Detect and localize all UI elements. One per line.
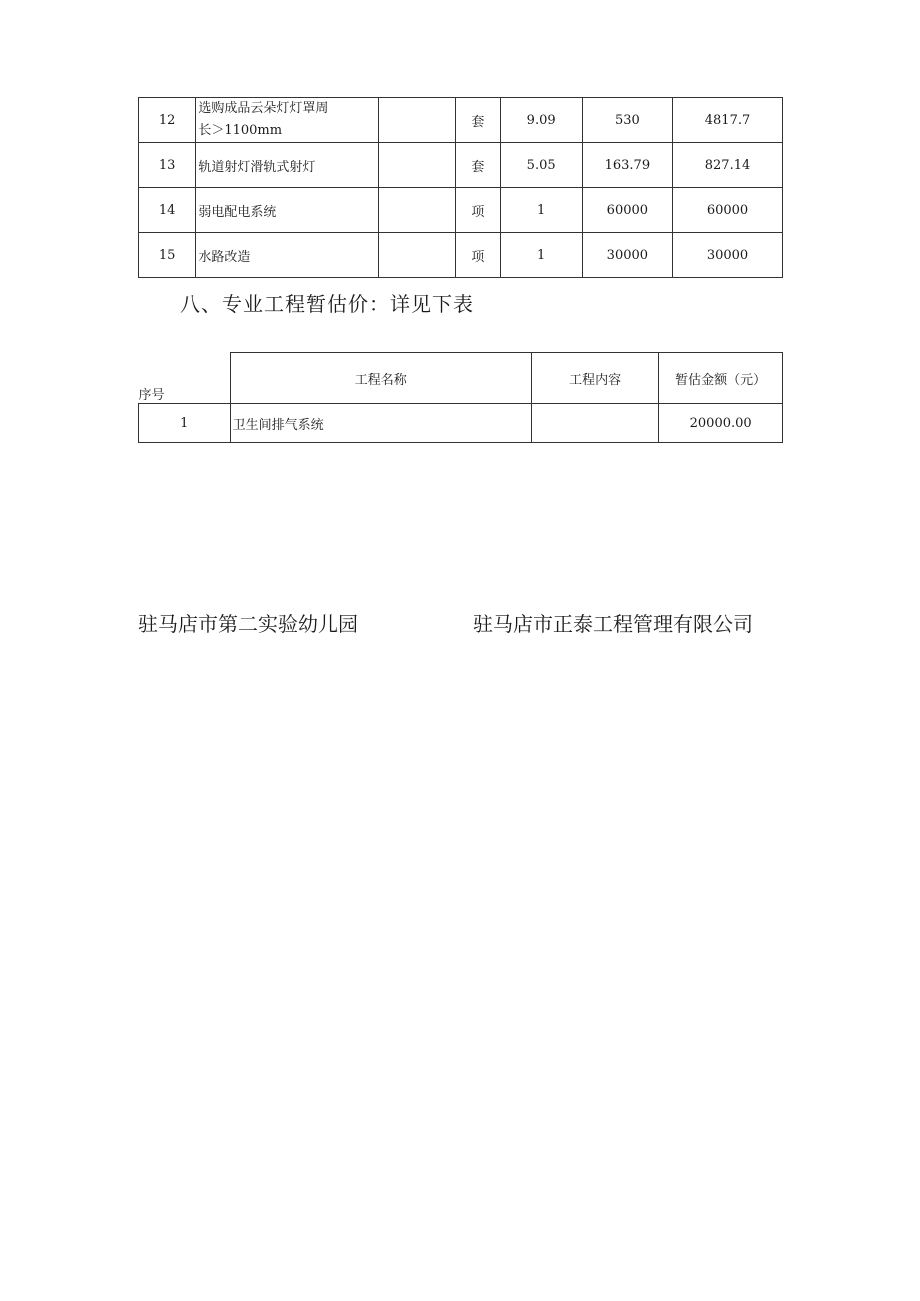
header-name: 工程名称 [230,353,531,404]
cell-amount: 827.14 [673,143,783,188]
cell-unit: 项 [456,233,501,278]
table-row [139,98,783,143]
cell-spec [379,233,456,278]
cell-qty: 1 [500,233,582,278]
cell-name: 弱电配电系统 [196,188,379,233]
cell-no: 15 [139,233,196,278]
header-content: 工程内容 [531,353,658,404]
header-amount: 暂估金额（元） [659,353,783,404]
cell-amount: 30000 [673,233,783,278]
table-header-row [139,353,783,404]
cell-qty: 1 [500,188,582,233]
cell-name: 轨道射灯滑轨式射灯 [196,143,379,188]
cell-name-line1: 选购成品云朵灯灯罩周 [198,101,329,116]
table-row [139,233,783,278]
table-row [139,143,783,188]
section-heading: 八、专业工程暂估价：详见下表 [180,292,474,316]
cell-name [196,98,379,143]
cell-name: 水路改造 [196,233,379,278]
cell-no: 12 [139,98,196,143]
cell-content [531,404,658,443]
cell-price: 163.79 [582,143,672,188]
estimate-table [138,352,783,443]
signature-consultant: 驻马店市正泰工程管理有限公司 [473,612,753,636]
signature-client: 驻马店市第二实验幼儿园 [138,612,358,636]
cell-unit: 项 [456,188,501,233]
cell-qty: 5.05 [500,143,582,188]
cell-price: 30000 [582,233,672,278]
cell-price: 530 [582,98,672,143]
cell-no: 13 [139,143,196,188]
cell-no: 14 [139,188,196,233]
cell-amount: 20000.00 [659,404,783,443]
cell-qty: 9.09 [500,98,582,143]
header-no: 序号 [139,353,231,404]
cell-price: 60000 [582,188,672,233]
cell-amount: 60000 [673,188,783,233]
table-row [139,404,783,443]
cell-name-line2: 长＞1100mm [198,123,283,138]
cell-spec [379,98,456,143]
cell-spec [379,143,456,188]
cell-name: 卫生间排气系统 [230,404,531,443]
cell-unit: 套 [456,98,501,143]
cell-no: 1 [139,404,231,443]
table-row [139,188,783,233]
cell-spec [379,188,456,233]
items-table [138,97,783,278]
cell-amount: 4817.7 [673,98,783,143]
cell-unit: 套 [456,143,501,188]
